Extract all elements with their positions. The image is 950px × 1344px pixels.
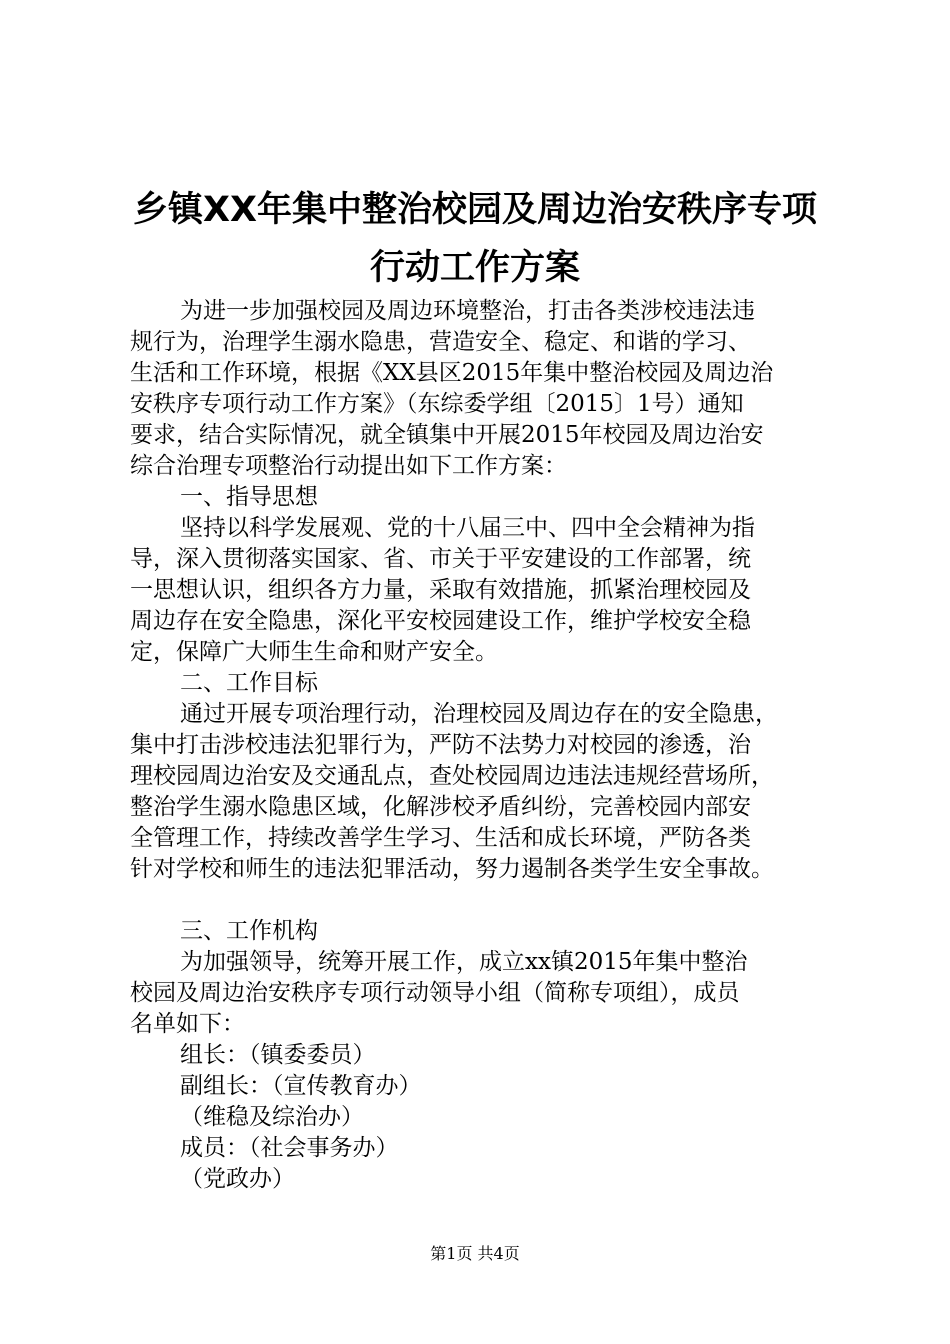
body-line: 为进一步加强校园及周边环境整治，打击各类涉校违法违 [180, 298, 755, 324]
body-line: 安秩序专项行动工作方案》（东综委学组〔2015〕1号）通知 [130, 391, 744, 417]
body-line: 理校园周边治安及交通乱点，查处校园周边违法违规经营场所， [130, 763, 774, 789]
body-line: 名单如下： [130, 1011, 245, 1037]
body-line: 综合治理专项整治行动提出如下工作方案： [130, 453, 567, 479]
body-line: 坚持以科学发展观、党的十八届三中、四中全会精神为指 [180, 515, 755, 541]
document-body [130, 296, 850, 1195]
document-title-line-2: 行动工作方案 [369, 248, 580, 288]
body-line: 规行为，治理学生溺水隐患，营造安全、稳定、和谐的学习、 [130, 329, 751, 355]
body-line: 副组长：（宣传教育办） [180, 1073, 422, 1099]
body-line: 周边存在安全隐患，深化平安校园建设工作，维护学校安全稳 [130, 608, 751, 634]
document-title-line-1: 乡镇XX年集中整治校园及周边治安秩序专项 [133, 190, 817, 230]
body-line: 生活和工作环境，根据《XX县区2015年集中整治校园及周边治 [130, 360, 774, 386]
body-line: 三、工作机构 [180, 918, 318, 944]
body-line: 为加强领导，统筹开展工作，成立xx镇2015年集中整治 [180, 949, 748, 975]
body-line: 校园及周边治安秩序专项行动领导小组（简称专项组），成员 [130, 980, 740, 1006]
body-line: 集中打击涉校违法犯罪行为，严防不法势力对校园的渗透，治 [130, 732, 751, 758]
body-line: 通过开展专项治理行动，治理校园及周边存在的安全隐患， [180, 701, 778, 727]
body-line: 成员：（社会事务办） [180, 1135, 399, 1161]
body-line: 二、工作目标 [180, 670, 318, 696]
body-line: 要求，结合实际情况，就全镇集中开展2015年校园及周边治安 [130, 422, 764, 448]
body-line: 一思想认识，组织各方力量，采取有效措施，抓紧治理校园及 [130, 577, 751, 603]
body-line: 组长：（镇委委员） [180, 1042, 376, 1068]
body-line: 整治学生溺水隐患区域，化解涉校矛盾纠纷，完善校园内部安 [130, 794, 751, 820]
body-line: （党政办） [180, 1166, 295, 1192]
blank-line [130, 885, 850, 916]
body-line: 全管理工作，持续改善学生学习、生活和成长环境，严防各类 [130, 825, 751, 851]
body-line: 导，深入贯彻落实国家、省、市关于平安建设的工作部署，统 [130, 546, 751, 572]
body-line: （维稳及综治办） [180, 1104, 364, 1130]
body-line: 一、指导思想 [180, 484, 318, 510]
body-line: 定，保障广大师生生命和财产安全。 [130, 639, 498, 665]
page-footer: 第1页 共4页 [430, 1244, 520, 1263]
body-line: 针对学校和师生的违法犯罪活动，努力遏制各类学生安全事故。 [130, 856, 774, 882]
